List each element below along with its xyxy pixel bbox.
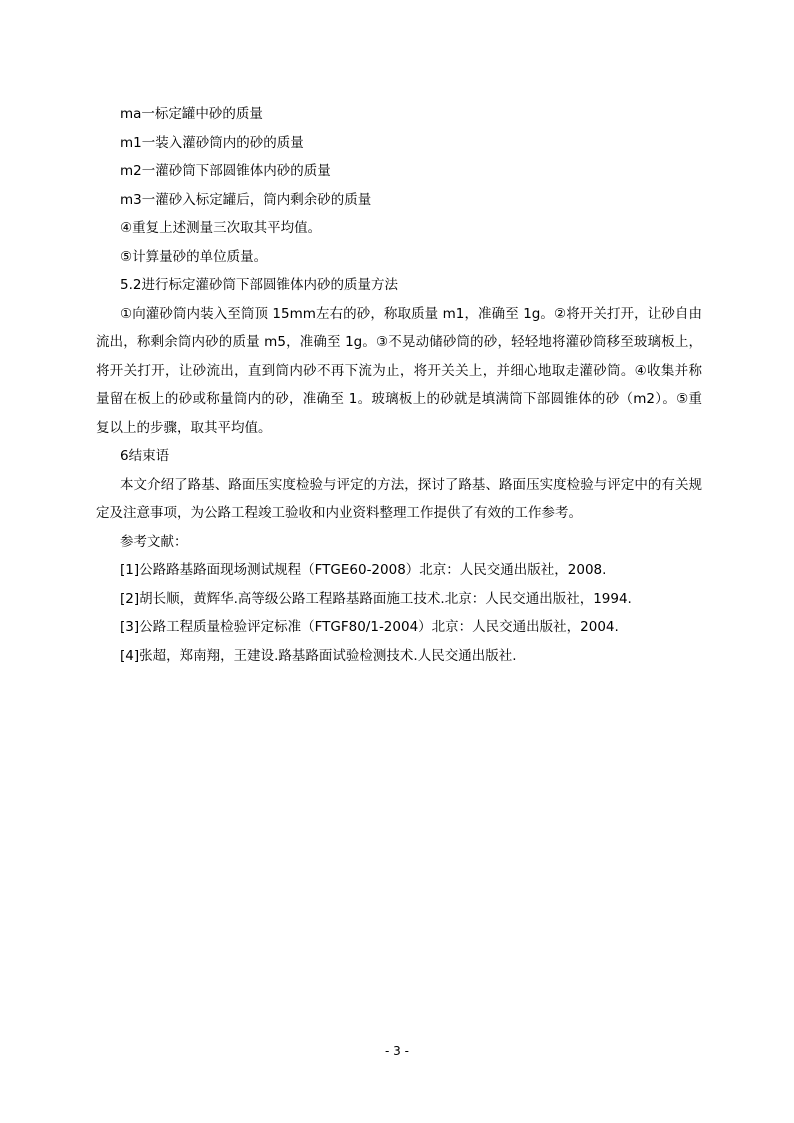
definition-m3: m3一灌砂入标定罐后，筒内剩余砂的质量	[120, 191, 372, 208]
definition-m2: m2一灌砂筒下部圆锥体内砂的质量	[120, 163, 331, 179]
page-number: - 3 -	[385, 1044, 409, 1058]
definition-ma: ma一标定罐中砂的质量	[120, 106, 263, 122]
step-5: ⑤计算量砂的单位质量。	[120, 248, 268, 265]
step-4: ④重复上述测量三次取其平均值。	[120, 220, 322, 236]
section-5-2-heading: 5.2进行标定灌砂筒下部圆锥体内砂的质量方法	[120, 277, 398, 293]
section-6-body: 本文介绍了路基、路面压实度检验与评定的方法，探讨了路基、路面压实度检验与评定中的有关规定及注意事项，为公路工程竣工验收和内业资料整理工作提供了有效的工作参考。	[96, 476, 702, 521]
section-5-2-body: ①向灌砂筒内装入至筒顶 15mm左右的砂，称取质量 m1，准确至 1g。②将开关打开，让砂自由流出，称剩余筒内砂的质量 m5，准确至 1g。③不晃动储砂筒的砂，轻轻地将灌砂筒移至玻璃板上，将开关打开，让砂流出，直到筒内砂不再下流为止，将开关关上，并细心地取走灌砂筒。④收集并称量留在板上的砂或称量筒内的砂，准确至 1。玻璃板上的砂就是填满筒下部圆锥体的砂（m2）。⑤重复以上的步骤，取其平均值。	[96, 305, 702, 436]
reference-item-2: [2]胡长顺，黄辉华.高等级公路工程路基路面施工技术.北京：人民交通出版社，1994.	[120, 590, 632, 607]
section-6-heading: 6结束语	[120, 448, 170, 464]
document-content	[96, 100, 702, 670]
references-heading: 参考文献：	[120, 533, 188, 550]
reference-item-1: [1]公路路基路面现场测试规程（FTGE60-2008）北京：人民交通出版社，2008.	[120, 562, 607, 578]
reference-item-3: [3]公路工程质量检验评定标准（FTGF80/1-2004）北京：人民交通出版社，2004.	[120, 619, 619, 635]
reference-item-4: [4]张超，郑南翔，王建设.路基路面试验检测技术.人民交通出版社.	[120, 647, 517, 664]
definition-m1: m1一装入灌砂筒内的砂的质量	[120, 134, 304, 151]
